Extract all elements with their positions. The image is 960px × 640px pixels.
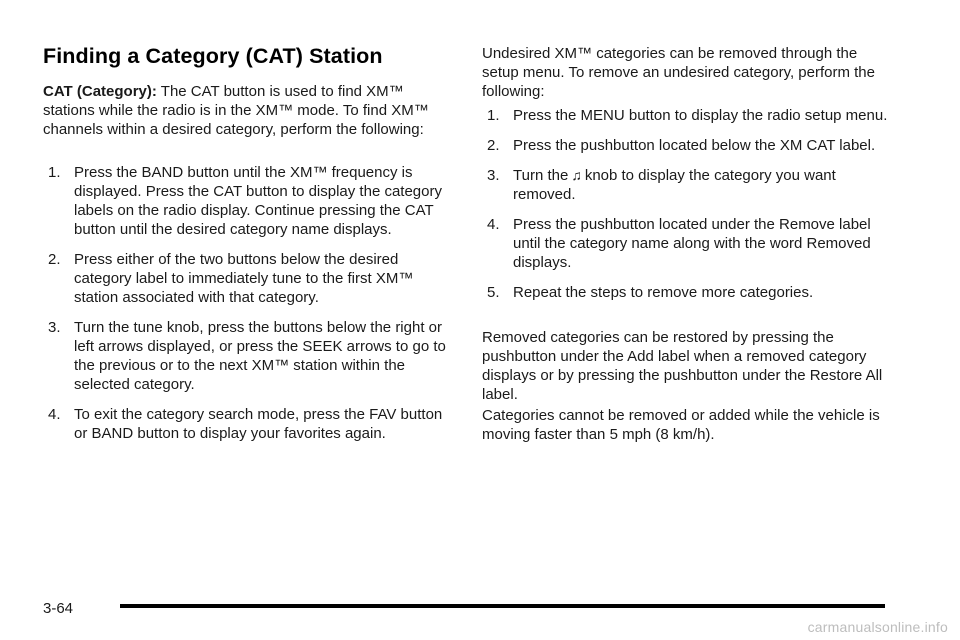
step-text: Press the pushbutton located under the Remove label until the category name along with the word Removed displays.: [513, 216, 871, 271]
footer-rule: [120, 604, 885, 608]
restore-paragraph: Removed categories can be restored by pressing the pushbutton under the Add label when a removed category displays or by pressing the pushbutton under the Restore All label.: [482, 329, 883, 403]
list-item: [482, 136, 902, 155]
cat-steps-list: [43, 163, 453, 454]
list-item: [482, 106, 902, 125]
list-item: [482, 283, 902, 302]
speed-note-paragraph: Categories cannot be removed or added while the vehicle is moving faster than 5 mph (8 km/h).: [482, 407, 880, 443]
step-number: 3.: [48, 319, 61, 336]
step-number: 3.: [487, 167, 500, 184]
list-item: [43, 250, 453, 307]
cat-intro-paragraph: [43, 82, 453, 139]
list-item: [43, 318, 453, 394]
step-number: 4.: [48, 406, 61, 423]
remove-steps-list: [482, 106, 902, 313]
step-text: Press the MENU button to display the radio setup menu.: [513, 107, 888, 124]
step-text-after: knob to display the category you want removed.: [513, 167, 836, 203]
watermark-text: carmanualsonline.info: [807, 619, 948, 635]
step-text: Press the pushbutton located below the XM CAT label.: [513, 137, 876, 154]
step-number: 2.: [48, 251, 61, 268]
list-item: [482, 166, 902, 204]
step-number: 4.: [487, 216, 500, 233]
list-item: [482, 215, 902, 272]
cat-intro-text: The CAT button is used to find XM™ stations while the radio is in the XM™ mode. To find XM™ channels within a desired category, perform the following:: [43, 83, 429, 138]
step-number: 1.: [487, 107, 500, 124]
cat-term-label: CAT (Category):: [43, 83, 157, 100]
page-title: Finding a Category (CAT) Station: [43, 44, 383, 68]
step-text-before: Turn the: [513, 167, 569, 184]
step-number: 1.: [48, 164, 61, 181]
step-number: 5.: [487, 284, 500, 301]
list-item: [43, 405, 453, 443]
step-number: 2.: [487, 137, 500, 154]
list-item: [43, 163, 453, 239]
music-note-icon: ♫: [571, 167, 582, 183]
step-text: Press either of the two buttons below the desired category label to immediately tune to the first XM™ station associated with that category.: [74, 251, 414, 306]
page-number: 3-64: [43, 600, 74, 617]
step-text: Turn the tune knob, press the buttons below the right or left arrows displayed, or press the SEEK arrows to go to the previous or to the next XM™ station within the selected category.: [74, 319, 446, 393]
step-text: To exit the category search mode, press the FAV button or BAND button to display your favorites again.: [74, 406, 443, 442]
step-text: Press the BAND button until the XM™ frequency is displayed. Press the CAT button to display the category labels on the radio display. Continue pressing the CAT button until the desired category name displays.: [74, 164, 442, 238]
remove-intro-paragraph: Undesired XM™ categories can be removed through the setup menu. To remove an undesired category, perform the following:: [482, 45, 875, 100]
step-text: Repeat the steps to remove more categories.: [513, 284, 814, 301]
